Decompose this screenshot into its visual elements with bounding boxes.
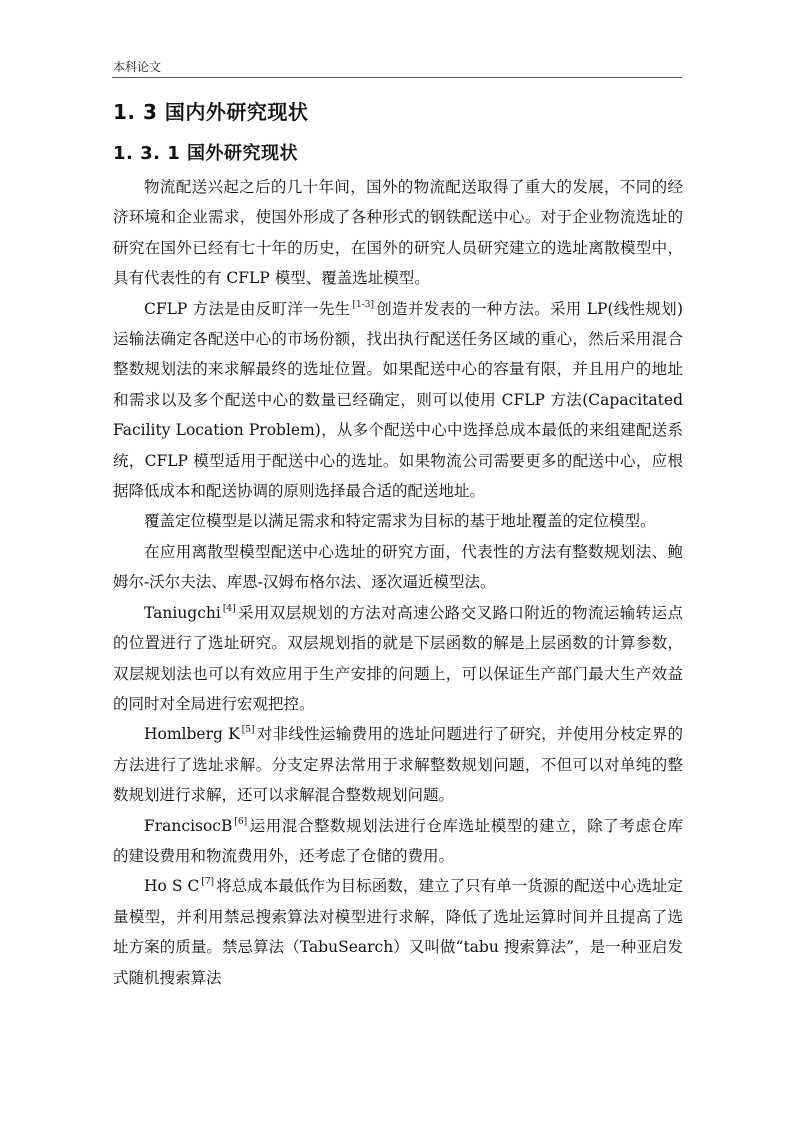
paragraph-text: 将总成本最低作为目标函数，建立了只有单一货源的配送中心选址定量模型，并利用禁忌搜索算法对模型进行求解，降低了选址运算时间并且提高了选址方案的质量。禁忌算法（TabuSearch）又叫做“tabu 搜索算法”，是一种亚启发式随机搜索算法 [113,877,683,987]
paragraph [113,871,683,993]
paragraph: 覆盖定位模型是以满足需求和特定需求为目标的基于地址覆盖的定位模型。 [144,512,656,531]
subsection-heading: 1. 3. 1 国外研究现状 [113,143,299,164]
body-text [113,172,683,993]
section-heading: 1. 3 国内外研究现状 [113,100,309,124]
citation-marker: [6] [234,816,248,827]
paragraph-text: FrancisocB [144,816,233,835]
paragraph-text: 采用双层规划的方法对高速公路交叉路口附近的物流运输转运点的位置进行了选址研究。双层规划指的就是下层函数的解是上层函数的计算参数，双层规划法也可以有效应用于生产安排的问题上，可以保证生产部门最大生产效益的同时对全局进行宏观把控。 [113,603,683,713]
citation-marker: [1-3] [352,299,374,310]
header-divider [112,77,682,78]
paragraph [113,598,683,720]
citation-marker: [7] [201,877,215,888]
paragraph-text: 对非线性运输费用的选址问题进行了研究，并使用分枝定界的方法进行了选址求解。分支定界法常用于求解整数规划问题，不但可以对单纯的整数规划进行求解，还可以求解混合整数规划问题。 [113,725,683,805]
paragraph-text: CFLP 方法是由反町洋一先生 [144,299,351,318]
paragraph-text: Ho S C [144,877,200,896]
paragraph [113,294,683,507]
running-header: 本科论文 [113,60,162,74]
paragraph-text: Taniugchi [144,603,221,622]
paragraph: 物流配送兴起之后的几十年间，国外的物流配送取得了重大的发展，不同的经济环境和企业需求，使国外形成了各种形式的钢铁配送中心。对于企业物流选址的研究在国外已经有七十年的历史，在国外的研究人员研究建立的选址离散模型中，具有代表性的有 CFLP 模型、覆盖选址模型。 [113,178,683,288]
paragraph: 在应用离散型模型配送中心选址的研究方面，代表性的方法有整数规划法、鲍姆尔-沃尔夫法、库恩-汉姆布格尔法、逐次逼近模型法。 [113,542,683,592]
citation-marker: [4] [222,603,236,614]
paragraph-text: 运用混合整数规划法进行仓库选址模型的建立，除了考虑仓库的建设费用和物流费用外，还考虑了仓储的费用。 [113,816,683,865]
citation-marker: [5] [241,725,255,736]
paragraph [113,811,683,872]
paragraph-text: Homlberg K [144,725,240,744]
paragraph-text: 创造并发表的一种方法。采用 LP(线性规划)运输法确定各配送中心的市场份额，找出执行配送任务区域的重心，然后采用混合整数规划法的来求解最终的选址位置。如果配送中心的容量有限，并且用户的地址和需求以及多个配送中心的数量已经确定，则可以使用 CFLP 方法(Capacitated Facility Location Problem)，从多个配送中心中选择总成本最低的来组建配送系统，CFLP 模型适用于配送中心的选址。如果物流公司需要更多的配送中心，应根据降低成本和配送协调的原则选择最合适的配送地址。 [113,299,683,501]
paragraph [113,719,683,810]
